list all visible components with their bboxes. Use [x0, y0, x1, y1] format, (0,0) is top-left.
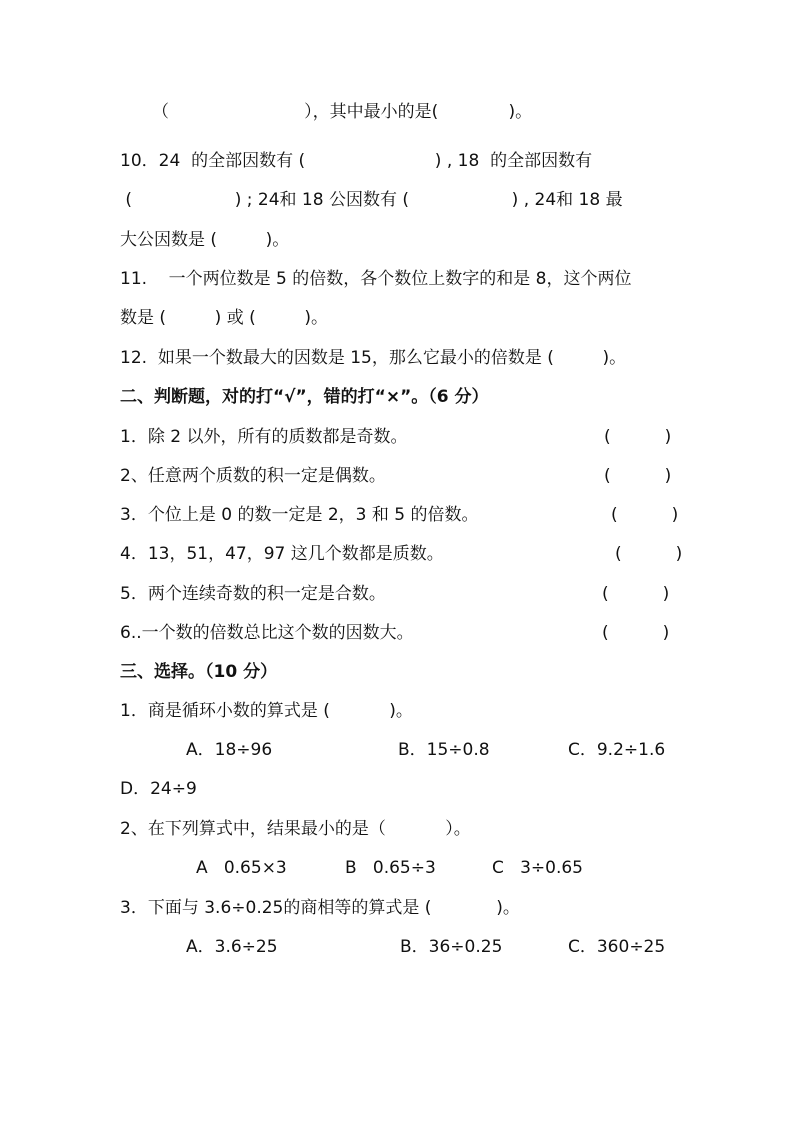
q10-line-1: 10．24 的全部因数有 ( ) , 18 的全部因数有 — [120, 151, 593, 171]
q10-line-3: 大公因数是 ( )。 — [120, 230, 290, 250]
choice-q2-option-b: B 0.65÷3 — [345, 858, 436, 878]
choice-q3-option-c: C．360÷25 — [568, 937, 666, 957]
judge-answer-paren-2: ( ) — [604, 466, 672, 486]
choice-q1-stem: 1．商是循环小数的算式是 ( )。 — [120, 701, 413, 721]
choice-q2-stem: 2、在下列算式中，结果最小的是（ ）。 — [120, 819, 471, 839]
judge-answer-paren-3: ( ) — [611, 505, 679, 525]
section-2-title: 二、判断题，对的打“√”，错的打“×”。（6 分） — [120, 387, 489, 407]
q12-line: 12. 如果一个数最大的因数是 15，那么它最小的倍数是 ( )。 — [120, 348, 627, 368]
choice-q3-option-a: A．3.6÷25 — [186, 937, 278, 957]
judge-item-4: 4．13，51，47，97 这几个数都是质数。 — [120, 544, 444, 564]
choice-q1-option-c: C．9.2÷1.6 — [568, 740, 666, 760]
judge-item-2: 2、任意两个质数的积一定是偶数。 — [120, 466, 386, 486]
q11-line-1: 11. 一个两位数是 5 的倍数，各个数位上数字的和是 8，这个两位 — [120, 269, 632, 289]
judge-item-1: 1．除 2 以外，所有的质数都是奇数。 — [120, 427, 408, 447]
q11-line-2: 数是 ( ) 或 ( )。 — [120, 308, 329, 328]
q10-line-2: ( ) ; 24和 18 公因数有 ( ) , 24和 18 最 — [120, 190, 623, 210]
judge-item-3: 3．个位上是 0 的数一定是 2，3 和 5 的倍数。 — [120, 505, 479, 525]
judge-item-5: 5．两个连续奇数的积一定是合数。 — [120, 584, 386, 604]
choice-q1-option-a: A．18÷96 — [186, 740, 273, 760]
judge-answer-paren-6: ( ) — [602, 623, 670, 643]
choice-q1-option-b: B．15÷0.8 — [398, 740, 490, 760]
choice-q2-option-c: C 3÷0.65 — [492, 858, 583, 878]
judge-answer-paren-5: ( ) — [602, 584, 670, 604]
choice-q2-option-a: A 0.65×3 — [196, 858, 287, 878]
judge-answer-paren-1: ( ) — [604, 427, 672, 447]
choice-q1-option-d: D．24÷9 — [120, 779, 197, 799]
judge-item-6: 6..一个数的倍数总比这个数的因数大。 — [120, 623, 414, 643]
q9-continuation: （ ），其中最小的是( )。 — [152, 102, 533, 122]
choice-q3-option-b: B．36÷0.25 — [400, 937, 503, 957]
choice-q3-stem: 3．下面与 3.6÷0.25的商相等的算式是 ( )。 — [120, 898, 520, 918]
section-3-title: 三、选择。（10 分） — [120, 662, 278, 682]
judge-answer-paren-4: ( ) — [615, 544, 683, 564]
